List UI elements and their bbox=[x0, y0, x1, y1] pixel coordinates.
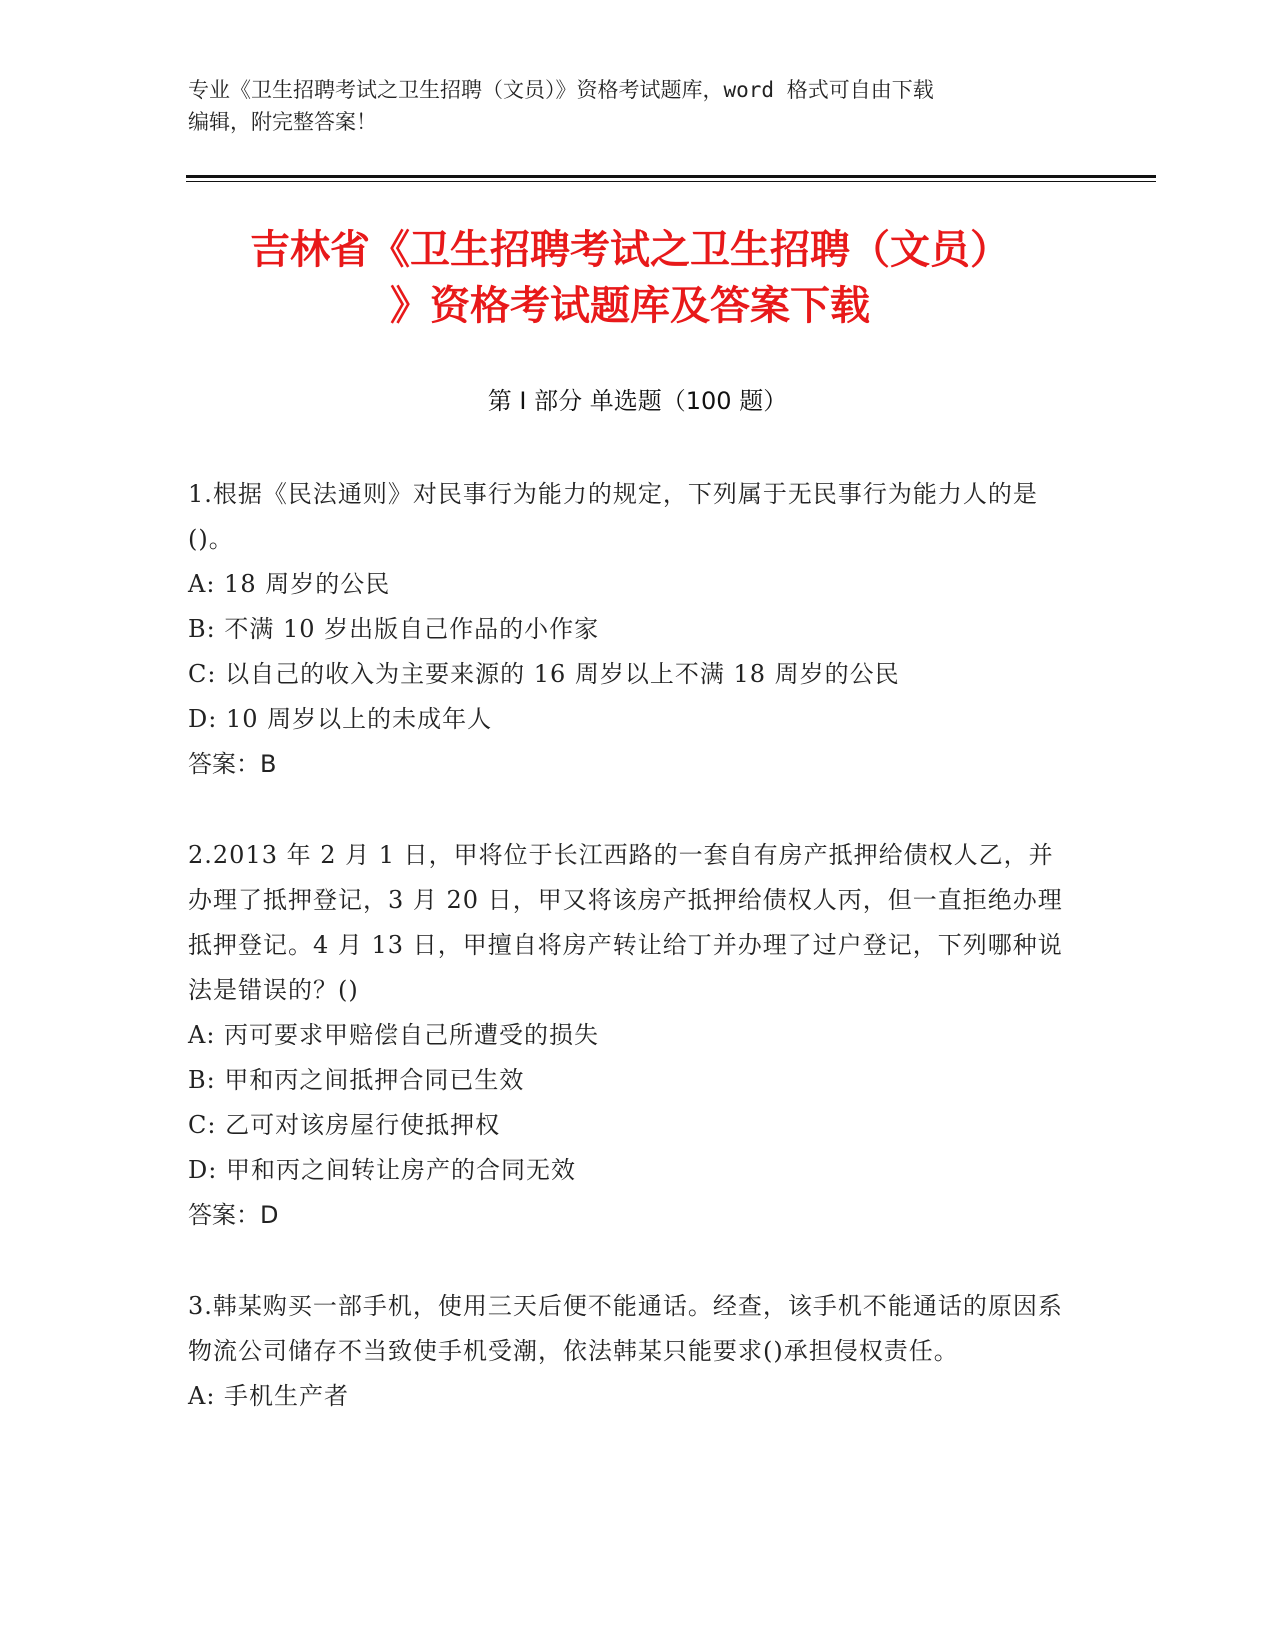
option-d: D: 甲和丙之间转让房产的合同无效 bbox=[188, 1156, 576, 1184]
question-stem: 3.韩某购买一部手机，使用三天后便不能通话。经查，该手机不能通话的原因系物流公司储存不当致使手机受潮，依法韩某只能要求()承担侵权责任。 bbox=[188, 1292, 1063, 1365]
option-c: C: 乙可对该房屋行使抵押权 bbox=[188, 1111, 501, 1139]
question-3 bbox=[188, 1284, 1068, 1419]
question-list bbox=[188, 472, 1068, 1465]
header-note-line-1: 专业《卫生招聘考试之卫生招聘（文员）》资格考试题库，word 格式可自由下载 bbox=[188, 78, 934, 102]
document-title-line-1: 吉林省《卫生招聘考试之卫生招聘（文员） bbox=[250, 227, 1010, 273]
header-note bbox=[188, 74, 1068, 138]
answer: 答案：D bbox=[188, 1201, 279, 1229]
header-divider-thin bbox=[186, 181, 1156, 182]
option-a: A: 手机生产者 bbox=[188, 1382, 350, 1410]
section-heading: 第 I 部分 单选题（100 题） bbox=[487, 387, 788, 415]
option-b: B: 甲和丙之间抵押合同已生效 bbox=[188, 1066, 525, 1094]
header-divider-thick bbox=[186, 175, 1156, 178]
answer: 答案：B bbox=[188, 750, 277, 778]
option-b: B: 不满 10 岁出版自己作品的小作家 bbox=[188, 615, 600, 643]
option-c: C: 以自己的收入为主要来源的 16 周岁以上不满 18 周岁的公民 bbox=[188, 660, 900, 688]
option-a: A: 丙可要求甲赔偿自己所遭受的损失 bbox=[188, 1021, 600, 1049]
option-a: A: 18 周岁的公民 bbox=[188, 570, 391, 598]
question-stem: 2.2013 年 2 月 1 日，甲将位于长江西路的一套自有房产抵押给债权人乙，并办理了抵押登记，3 月 20 日，甲又将该房产抵押给债权人丙，但一直拒绝办理抵押登记。4 月 13 日，甲擅自将房产转让给丁并办理了过户登记，下列哪种说法是错误的？() bbox=[188, 841, 1063, 1004]
question-stem: 1.根据《民法通则》对民事行为能力的规定，下列属于无民事行为能力人的是()。 bbox=[188, 480, 1038, 553]
document-title-line-2: 》资格考试题库及答案下载 bbox=[390, 283, 870, 329]
header-note-line-2: 编辑，附完整答案！ bbox=[188, 110, 377, 134]
option-d: D: 10 周岁以上的未成年人 bbox=[188, 705, 493, 733]
question-1 bbox=[188, 472, 1068, 787]
question-2 bbox=[188, 833, 1068, 1238]
document-title bbox=[190, 222, 1070, 334]
